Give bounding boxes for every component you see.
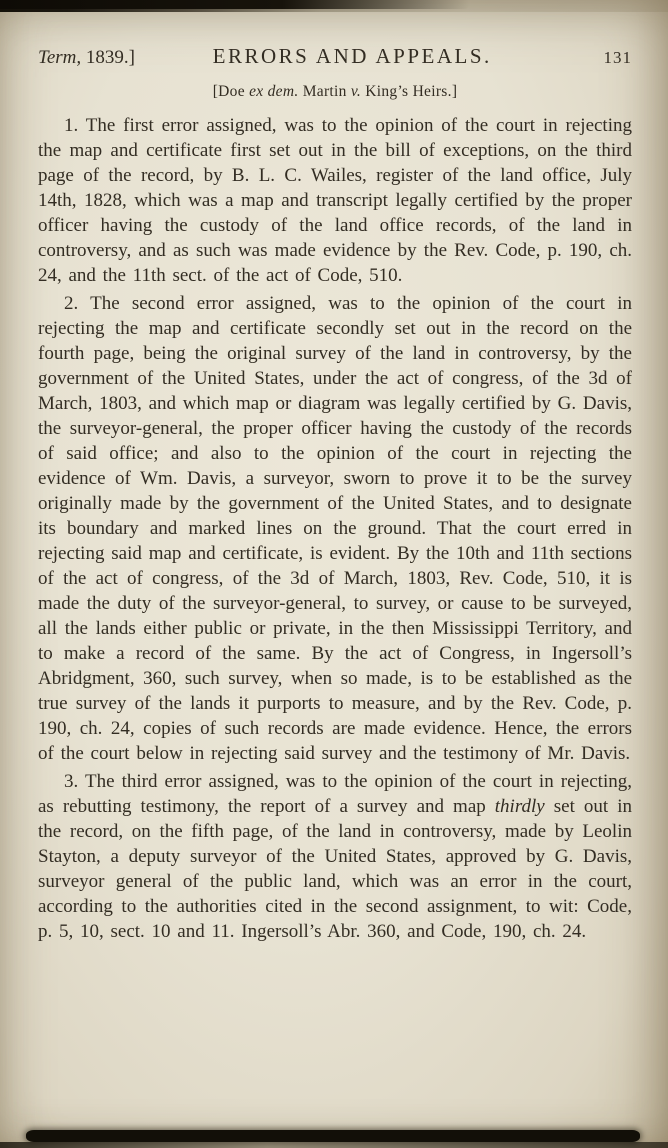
- scan-edge-bottom-bar: [26, 1130, 640, 1142]
- term-label-rest: 1839.]: [81, 47, 135, 68]
- page-title: ERRORS AND APPEALS.: [212, 44, 492, 68]
- page-header: [38, 44, 632, 69]
- case-citation-open: [Doe: [212, 83, 250, 100]
- case-citation-versus: v.: [350, 83, 362, 100]
- paragraph-3-italic-word: thirdly: [494, 796, 545, 817]
- paragraph-3: [38, 769, 632, 944]
- case-citation-mid: Martin: [298, 83, 351, 100]
- case-citation-ex-dem: ex dem.: [249, 83, 299, 100]
- page-content: [38, 44, 632, 947]
- term-label-italic: Term,: [38, 47, 82, 68]
- case-citation-close: King’s Heirs.]: [361, 83, 458, 100]
- paragraph-1: 1. The first error assigned, was to the opinion of the court in rejecting the map and certificate first set out in the bill of exceptions, on the third page of the record, by B. L. C. Wailes, register of the land office, July 14th, 1828, which was a map and transcript legally certified by the proper officer having the custody of the land office records, of the land in controversy, and as such was made evidence by the Rev. Code, p. 190, ch. 24, and the 11th sect. of the act of Code, 510.: [38, 115, 632, 286]
- scan-edge-bottom-smudge: [0, 1142, 668, 1148]
- case-citation: [38, 83, 632, 101]
- paragraph-3-text-before: 3. The third error assigned, was to the opinion of the court in rejecting, as rebutting testimony, the report of a survey and map: [38, 771, 632, 817]
- scan-edge-top-wedge: [0, 0, 470, 9]
- paragraph-3-text-after: set out in the record, on the fifth page, of the land in controversy, made by Leolin Stayton, a deputy surveyor of the United States, approved by G. Davis, surveyor general of the public land, which was an error in the court, according to the authorities cited in the second assignment, to wit: Code, p. 5, 10, sect. 10 and 11. Ingersoll’s Abr. 360, and Code, 190, ch. 24.: [38, 796, 632, 942]
- opinion-body: [38, 113, 632, 944]
- page-number: 131: [603, 48, 632, 67]
- term-label: [38, 47, 135, 69]
- paragraph-2: 2. The second error assigned, was to the opinion of the court in rejecting the map and certificate secondly set out in the record on the fourth page, being the original survey of the land in controversy, by the government of the United States, under the act of congress, of the 3d of March, 1803, and which map or diagram was legally certified by G. Davis, the surveyor-general, the proper officer having the custody of the records of said office; and also to the opinion of the court in rejecting the evidence of Wm. Davis, a surveyor, sworn to prove it to be the survey originally made by the government of the United States, and to designate its boundary and marked lines on the ground. That the court erred in rejecting said map and certificate, is evident. By the 10th and 11th sections of the act of congress, of the 3d of March, 1803, Rev. Code, 510, it is made the duty of the surveyor-general, to survey, or cause to be surveyed, all the lands either public or private, in the then Mississippi Territory, and to make a record of the same. By the act of Congress, in Ingersoll’s Abridgment, 360, such survey, when so made, is to be established as the true survey of the lands it purports to measure, and by the Rev. Code, p. 190, ch. 24, copies of such records are made evidence. Hence, the errors of the court below in rejecting said survey and the testimony of Mr. Davis.: [38, 293, 632, 764]
